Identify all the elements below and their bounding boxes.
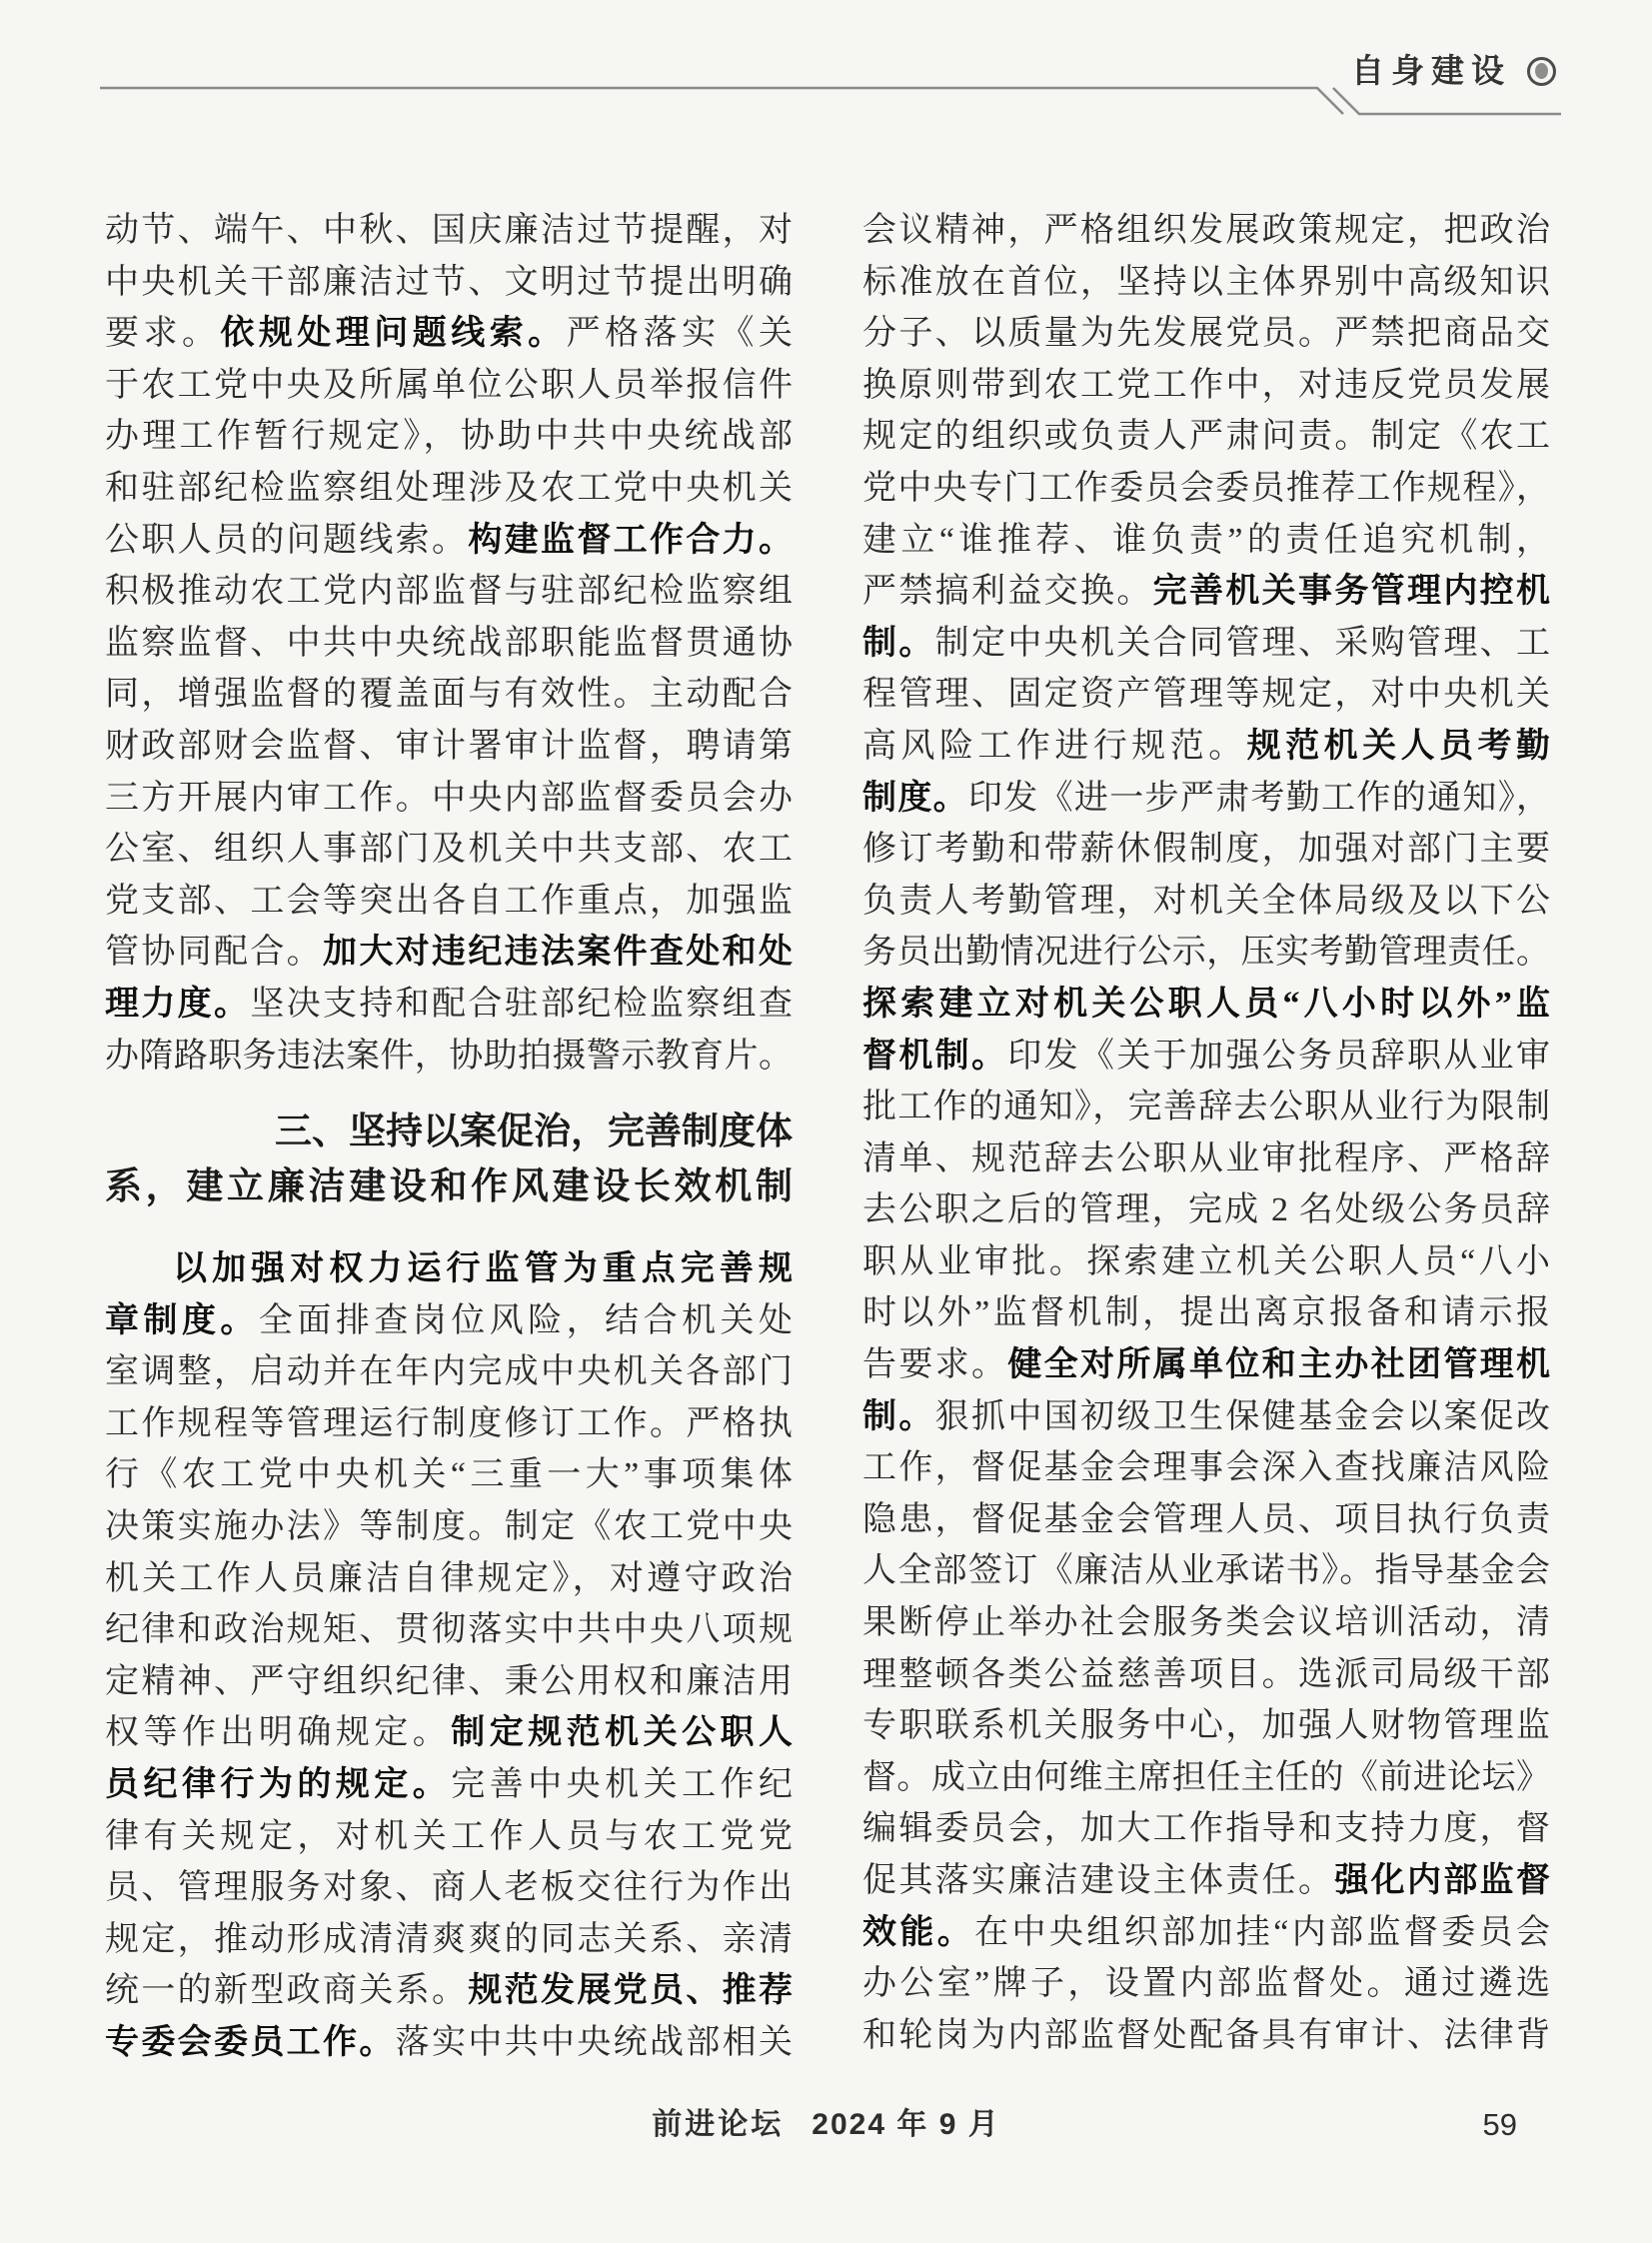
paragraph [862,205,1550,2061]
text-line [862,1907,1550,1959]
text-line [105,1031,793,1083]
text-line [862,566,1550,618]
text-line [862,927,1550,979]
issue-date: 2024 年 9 月 [812,2108,1000,2141]
left-column [105,205,793,2069]
bold-text: 构建监督工作合力。 [468,521,793,559]
body-text: 隐患，督促基金会管理人员、项目执行负责 [862,1500,1550,1538]
text-line [862,1184,1550,1236]
body-text: 同，增强监督的覆盖面与有效性。主动配合 [105,676,793,714]
text-line [105,411,793,463]
bold-text: 员纪律行为的规定。 [105,1766,452,1804]
text-line [105,1398,793,1450]
bold-text: 探索建立对机关公职人员“八小时以外”监 [862,985,1550,1023]
text-line [862,360,1550,412]
body-text: 职从业审批。探索建立机关公职人员“八小 [862,1242,1550,1280]
text-line [862,1958,1550,2010]
body-text: 在中央组织部加挂“内部监督委员会 [974,1913,1550,1951]
text-line [105,2017,793,2069]
body-text: 严禁搞利益交换。 [862,573,1153,611]
bold-text: 专委会委员工作。 [105,2024,396,2061]
text-line [862,1597,1550,1649]
text-line [105,1604,793,1656]
text-line [105,1656,793,1708]
text-line [105,927,793,979]
body-text: 党中央专门工作委员会委员推荐工作规程》， [862,469,1550,507]
text-line [862,1855,1550,1907]
body-text: 换原则带到农工党工作中，对违反党员发展 [862,366,1550,404]
text-line [105,618,793,670]
body-text: 制定中央机关合同管理、采购管理、工 [934,624,1550,662]
section-header [1351,50,1556,92]
text-line [105,876,793,928]
body-text: 权等作出明确规定。 [105,1714,452,1752]
text-line [105,1553,793,1605]
bold-text: 章制度。 [105,1301,259,1339]
text-line [105,824,793,876]
text-line [862,1339,1550,1391]
body-text: 理整顿各类公益慈善项目。选派司局级干部 [862,1655,1550,1693]
text-line [105,1295,793,1347]
body-text: 狠抓中国初级卫生保健基金会以案促改 [934,1397,1550,1435]
body-text: 印发《进一步严肃考勤工作的通知》， [967,779,1550,817]
body-text: 告要求。 [862,1346,1008,1384]
body-text: 规定，推动形成清清爽爽的同志关系、亲清 [105,1920,793,1958]
bold-text: 加大对违纪违法案件查处和处 [323,934,793,972]
text-line [105,721,793,773]
text-line [105,515,793,567]
body-text: 工作规程等管理运行制度修订工作。严格执 [105,1404,793,1442]
text-line [105,360,793,412]
text-line [862,205,1550,257]
text-line [105,463,793,515]
text-line [862,308,1550,360]
text-line [105,1759,793,1811]
text-line [862,876,1550,928]
text-line [862,1133,1550,1185]
body-text: 全面排查岗位风险，结合机关处 [258,1301,793,1339]
text-line [862,1803,1550,1855]
body-text: 于农工党中央及所属单位公职人员举报信件 [105,366,793,404]
right-column [862,205,1550,2061]
body-text: 要求。 [105,315,221,353]
bold-text: 规范发展党员、推荐 [468,1972,793,2010]
bold-text: 规范机关人员考勤 [1246,727,1550,765]
body-text: 建立“谁推荐、谁负责”的责任追究机制， [862,521,1550,559]
body-text: 修订考勤和带薪休假制度，加强对部门主要 [862,831,1550,869]
text-line [105,1346,793,1398]
text-line [862,1236,1550,1288]
body-text: 促其落实廉洁建设主体责任。 [862,1862,1335,1899]
body-text: 印发《关于加强公务员辞职从业审 [1007,1037,1550,1075]
text-line [105,205,793,257]
body-text: 严格落实《关 [566,315,793,353]
bold-text: 督机制。 [862,1037,1008,1075]
text-line [105,1862,793,1914]
circle-dot [1535,63,1548,79]
text-line [105,257,793,309]
text-line [862,721,1550,773]
paragraph [105,1243,793,2069]
body-text: 督。成立由何维主席担任主任的《前进论坛》 [862,1758,1550,1796]
body-text: 律有关规定，对机关工作人员与农工党党 [105,1817,793,1855]
text-line [862,979,1550,1031]
header-rule-upper [100,88,1343,114]
bold-text: 健全对所属单位和主办社团管理机 [1007,1346,1550,1384]
body-text: 程管理、固定资产管理等规定，对中央机关 [862,676,1550,714]
bold-text: 强化内部监督 [1334,1862,1550,1899]
body-text: 负责人考勤管理，对机关全体局级及以下公 [862,882,1550,920]
body-text: 监察监督、中共中央统战部职能监督贯通协 [105,624,793,662]
page-number: 59 [1482,2107,1517,2142]
body-text: 中央机关干部廉洁过节、文明过节提出明确 [105,263,793,301]
text-line [862,1700,1550,1752]
bold-text: 制定规范机关公职人 [451,1714,793,1752]
text-line [862,618,1550,670]
bold-text: 完善机关事务管理内控机 [1152,573,1550,611]
text-line [862,515,1550,567]
bold-text: 三、坚持以案促治，完善制度体 [275,1111,793,1152]
text-line [105,1707,793,1759]
body-text: 三方开展内审工作。中央内部监督委员会办 [105,779,793,817]
body-text: 机关工作人员廉洁自律规定》，对遵守政治 [105,1559,793,1597]
body-text: 办理工作暂行规定》，协助中共中央统战部 [105,418,793,456]
body-text: 行《农工党中央机关“三重一大”事项集体 [105,1456,793,1494]
body-text: 公职人员的问题线索。 [105,521,469,559]
text-line [862,411,1550,463]
text-line [862,1545,1550,1597]
body-text: 人全部签订《廉洁从业承诺书》。指导基金会 [862,1552,1550,1590]
text-line [862,463,1550,515]
page-footer [0,2103,1652,2147]
heading-line [105,1104,793,1158]
bold-text: 制度。 [862,779,968,817]
journal-name: 前进论坛 [652,2108,785,2141]
text-line [105,566,793,618]
text-line [105,1914,793,1966]
body-text: 高风险工作进行规范。 [862,727,1247,765]
bold-text: 制。 [862,1397,935,1435]
text-line [862,1082,1550,1133]
heading-line [105,1158,793,1213]
text-line [862,1494,1550,1546]
bold-text: 理力度。 [105,985,251,1023]
section-heading [105,1104,793,1213]
text-line [862,1031,1550,1083]
body-text: 专职联系机关服务中心，加强人财物管理监 [862,1707,1550,1745]
text-line [105,669,793,721]
body-text: 去公职之后的管理，完成 2 名处级公务员辞 [862,1191,1550,1229]
concentric-circle-icon [1527,57,1556,86]
paragraph [105,205,793,1082]
body-text: 果断停止举办社会服务类会议培训活动，清 [862,1604,1550,1642]
body-text: 和轮岗为内部监督处配备具有审计、法律背 [862,2016,1550,2054]
body-text: 和驻部纪检监察组处理涉及农工党中央机关 [105,469,793,507]
body-text: 财政部财会监督、审计署审计监督，聘请第 [105,727,793,765]
body-text: 批工作的通知》，完善辞去公职从业行为限制 [862,1089,1550,1126]
body-text: 积极推动农工党内部监督与驻部纪检监察组 [105,573,793,611]
body-text: 完善中央机关工作纪 [451,1766,793,1804]
body-text: 公室、组织人事部门及机关中共支部、农工 [105,831,793,869]
bold-text: 制。 [862,624,935,662]
text-line [105,1811,793,1863]
body-text: 标准放在首位，坚持以主体界别中高级知识 [862,263,1550,301]
text-line [105,773,793,825]
body-text: 坚决支持和配合驻部纪检监察组查 [250,985,793,1023]
bold-text: 效能。 [862,1913,975,1951]
text-line [862,2010,1550,2062]
section-label: 自身建设 [1351,52,1511,89]
body-text: 统一的新型政商关系。 [105,1972,469,2010]
text-line [862,257,1550,309]
body-text: 会议精神，严格组织发展政策规定，把政治 [862,212,1550,249]
body-text: 编辑委员会，加大工作指导和支持力度，督 [862,1810,1550,1848]
body-text: 规定的组织或负责人严肃问责。制定《农工 [862,418,1550,456]
bold-text: 依规处理问题线索。 [220,315,567,353]
text-line [862,1391,1550,1443]
body-text: 时以外”监督机制，提出离京报备和请示报 [862,1294,1550,1332]
text-line [105,979,793,1031]
body-text: 办公室”牌子，设置内部监督处。通过遴选 [862,1965,1550,2003]
body-text: 务员出勤情况进行公示，压实考勤管理责任。 [862,934,1550,972]
bold-text: 系，建立廉洁建设和作风建设长效机制 [105,1165,793,1207]
body-text: 管协同配合。 [105,934,323,972]
body-text: 分子、以质量为先发展党员。严禁把商品交 [862,315,1550,353]
text-line [105,1449,793,1501]
text-line [862,1287,1550,1339]
body-text: 纪律和政治规矩、贯彻落实中共中央八项规 [105,1611,793,1649]
text-line [862,824,1550,876]
text-line [105,1965,793,2017]
text-line [862,669,1550,721]
body-text: 员、管理服务对象、商人老板交往行为作出 [105,1869,793,1907]
body-text: 办隋路职务违法案件，协助拍摄警示教育片。 [105,1037,793,1075]
body-text: 党支部、工会等突出各自工作重点，加强监 [105,882,793,920]
text-line [105,1243,793,1295]
body-text: 决策实施办法》等制度。制定《农工党中央 [105,1508,793,1546]
text-line [105,1501,793,1553]
bold-text: 以加强对权力运行监管为重点完善规 [173,1250,793,1288]
body-text: 室调整，启动并在年内完成中央机关各部门 [105,1353,793,1391]
body-text: 清单、规范辞去公职从业审批程序、严格辞 [862,1139,1550,1177]
text-line [105,308,793,360]
text-line [862,1442,1550,1494]
body-text: 工作，督促基金会理事会深入查找廉洁风险 [862,1449,1550,1487]
text-line [862,1752,1550,1804]
text-line [862,1649,1550,1701]
text-line [862,773,1550,825]
body-text: 定精神、严守组织纪律、秉公用权和廉洁用 [105,1662,793,1700]
body-text: 动节、端午、中秋、国庆廉洁过节提醒，对 [105,212,793,249]
body-text: 落实中共中央统战部相关 [395,2024,793,2061]
